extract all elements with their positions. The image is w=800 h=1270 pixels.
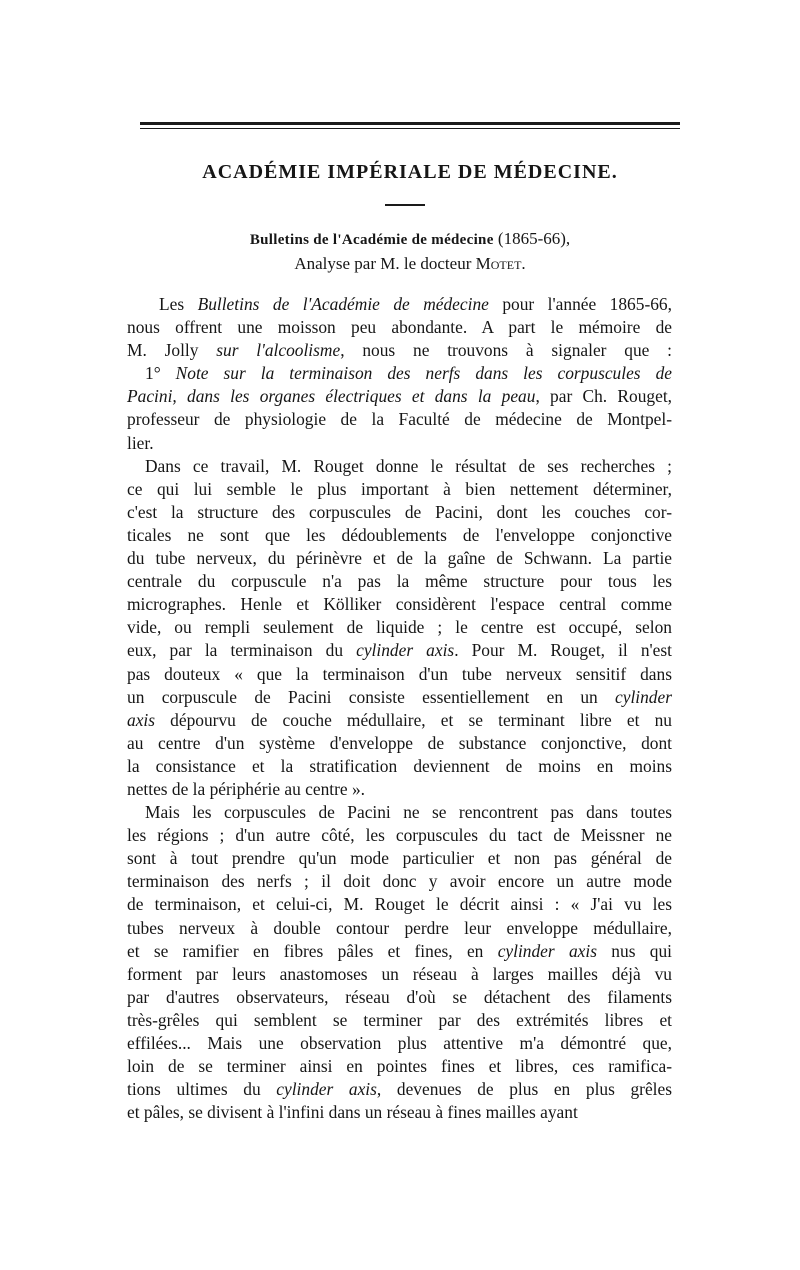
text-span: , devenues de plus en plus grêles: [376, 1079, 672, 1100]
italic-phrase: cylinder axis: [276, 1079, 377, 1100]
text-span: effilées... Mais une observation plus attentive m'a démontré que,: [127, 1033, 672, 1053]
text-line: [127, 917, 672, 940]
text-span: par d'autres observateurs, réseau d'où se détachent des filaments: [127, 986, 672, 1007]
text-span: . Pour M. Rouget, il n'est: [454, 640, 672, 661]
text-span: lier.: [127, 432, 154, 453]
text-line: [127, 362, 672, 385]
text-span: Dans ce travail, M. Rouget donne le résultat de ses recherches ;: [145, 455, 672, 476]
text-span: les régions ; d'un autre côté, les corpuscules du tact de Meissner ne: [127, 825, 672, 846]
text-line: [127, 339, 672, 362]
text-span: pour l'année 1865-66,: [488, 294, 672, 314]
italic-phrase: cylinder: [615, 686, 672, 707]
text-line: [127, 316, 672, 339]
text-span: tions ultimes du: [127, 1079, 277, 1100]
page-title: ACADÉMIE IMPÉRIALE DE MÉDECINE.: [202, 161, 618, 183]
text-span: forment par leurs anastomoses un réseau à larges mailles déjà vu: [127, 963, 672, 984]
text-line: [127, 1101, 672, 1124]
text-line: [127, 940, 672, 963]
text-line: [127, 570, 672, 593]
analyse-line: [130, 252, 690, 276]
text-line: [127, 1055, 672, 1078]
text-span: Les: [159, 294, 198, 314]
text-line: [127, 616, 672, 639]
text-line: [127, 893, 672, 916]
text-line: [127, 801, 672, 824]
text-span: pas douteux « que la terminaison d'un tube nerveux sensitif dans: [127, 663, 672, 684]
text-span: au centre d'un système d'enveloppe de substance conjonctive, dont: [127, 732, 672, 753]
text-line: [127, 1078, 672, 1101]
italic-phrase: cylinder axis: [356, 640, 455, 661]
italic-phrase: sur l'alcoolisme: [216, 340, 341, 361]
text-span: eux, par la terminaison du: [127, 640, 357, 661]
top-rule-thin: [140, 128, 680, 129]
top-rule: [140, 122, 680, 125]
text-span: ticales ne sont que les dédoublements de l'enveloppe conjonctive: [127, 524, 672, 545]
text-span: et se ramifier en fibres pâles et fines, en: [127, 940, 498, 961]
text-span: du tube nerveux, du périnèvre et de la gaîne de Schwann. La partie: [127, 548, 672, 569]
text-span: 1°: [145, 363, 176, 384]
italic-phrase: Bulletins de l'Académie de médecine: [197, 294, 489, 314]
text-line: [127, 593, 672, 616]
bulletin-line: [130, 227, 690, 252]
text-line: [127, 478, 672, 501]
text-line: [127, 870, 672, 893]
text-span: vide, ou rempli seulement de liquide ; le centre est occupé, selon: [127, 617, 672, 638]
text-span: nettes de la périphérie au centre ».: [127, 778, 366, 799]
text-span: Mais les corpuscules de Pacini ne se rencontrent pas dans toutes: [145, 802, 672, 823]
title-divider: [385, 204, 425, 206]
text-span: , nous ne trouvons à signaler que :: [340, 340, 672, 361]
text-span: centrale du corpuscule n'a pas la même structure pour tous les: [127, 571, 672, 592]
text-line: [127, 732, 672, 755]
bulletin-title: Bulletins de l'Académie de médecine: [249, 232, 494, 248]
text-line: [127, 663, 672, 686]
text-line: [127, 778, 672, 801]
text-span: tubes nerveux à double contour perdre leur enveloppe médullaire,: [127, 917, 672, 938]
text-line: [127, 408, 672, 431]
text-line: [127, 432, 672, 455]
text-line: [127, 986, 672, 1009]
text-span: ce qui lui semble le plus important à bien nettement déterminer,: [127, 478, 672, 499]
text-line: [127, 547, 672, 570]
text-span: et pâles, se divisent à l'infini dans un réseau à fines mailles ayant: [127, 1102, 578, 1123]
text-line: [127, 385, 672, 408]
text-line: [127, 501, 672, 524]
text-span: professeur de physiologie de la Faculté de médecine de Montpel-: [127, 409, 672, 430]
text-span: loin de se terminer ainsi en pointes fines et libres, ces ramifica-: [127, 1056, 672, 1077]
article-body: [127, 293, 672, 1124]
text-line: [127, 963, 672, 986]
analyse-author: Motet: [475, 254, 522, 273]
text-span: un corpuscule de Pacini consiste essentiellement en un: [127, 686, 616, 707]
analyse-suffix: .: [521, 254, 526, 273]
text-line: [127, 847, 672, 870]
bulletin-years: (1865-66),: [493, 229, 571, 248]
text-line: [127, 686, 672, 709]
text-span: M. Jolly: [127, 340, 217, 361]
text-line: [127, 524, 672, 547]
italic-phrase: axis: [127, 709, 156, 730]
text-line: [127, 755, 672, 778]
text-span: la consistance et la stratification deviennent de moins en moins: [127, 755, 672, 776]
italic-phrase: cylinder axis: [497, 940, 597, 961]
italic-phrase: Note sur la terminaison des nerfs dans les corpuscules de: [175, 363, 672, 384]
text-line: [127, 824, 672, 847]
text-span: sont à tout prendre qu'un mode particulier et non pas général de: [127, 848, 672, 869]
text-span: nous offrent une moisson peu abondante. A part le mémoire de: [127, 317, 672, 338]
text-line: [127, 1032, 672, 1055]
analyse-prefix: Analyse par M. le docteur: [294, 254, 476, 273]
text-span: micrographes. Henle et Kölliker considèrent l'espace central comme: [127, 594, 672, 615]
text-span: très-grêles qui semblent se terminer par des extrémités libres et: [127, 1009, 672, 1030]
text-span: dépourvu de couche médullaire, et se terminant libre et nu: [155, 709, 672, 730]
text-span: terminaison des nerfs ; il doit donc y avoir encore un autre mode: [127, 871, 672, 892]
text-span: c'est la structure des corpuscules de Pacini, dont les couches cor-: [127, 501, 672, 522]
text-line: [127, 455, 672, 478]
text-span: , par Ch. Rouget,: [535, 386, 672, 407]
text-line: [127, 1009, 672, 1032]
text-line: [127, 709, 672, 732]
text-span: nus qui: [597, 940, 673, 961]
italic-phrase: Pacini, dans les organes électriques et dans la peau: [127, 386, 536, 407]
text-line: [127, 293, 672, 316]
text-span: de terminaison, et celui-ci, M. Rouget le décrit ainsi : « J'ai vu les: [127, 894, 672, 915]
text-line: [127, 639, 672, 662]
